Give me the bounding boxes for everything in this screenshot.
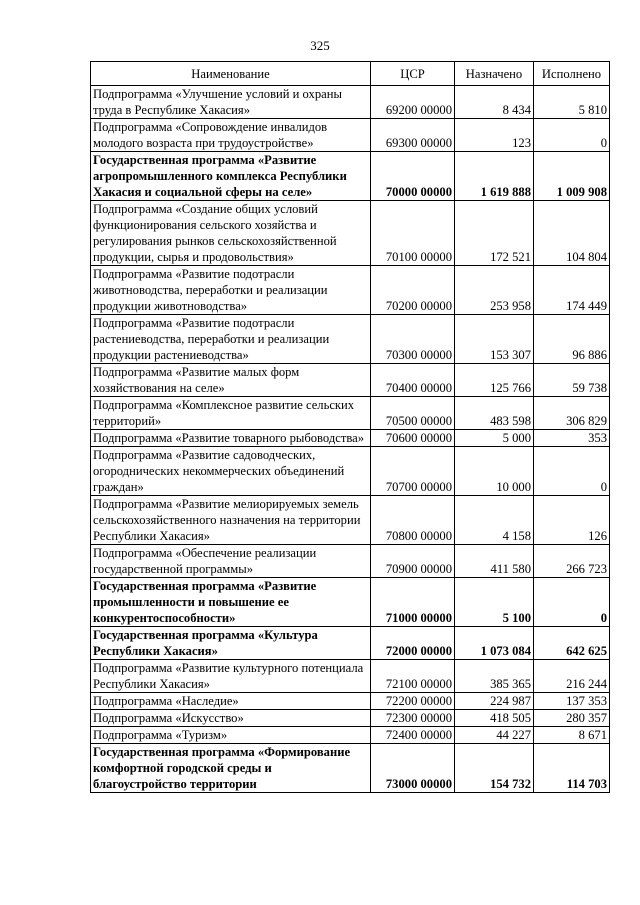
table-row [91, 447, 610, 496]
table-row [91, 693, 610, 710]
table-row [91, 119, 610, 152]
executed-amount-cell: 174 449 [534, 266, 610, 315]
table-row [91, 315, 610, 364]
program-name-cell: Государственная программа «Развитие промышленности и повышение ее конкурентоспособности» [91, 578, 371, 627]
csr-code-cell: 70400 00000 [371, 364, 455, 397]
assigned-amount-cell: 5 100 [455, 578, 534, 627]
csr-code-cell: 70000 00000 [371, 152, 455, 201]
program-name-cell: Подпрограмма «Наследие» [91, 693, 371, 710]
assigned-amount-cell: 385 365 [455, 660, 534, 693]
assigned-amount-cell: 8 434 [455, 86, 534, 119]
table-row [91, 430, 610, 447]
csr-code-cell: 70100 00000 [371, 201, 455, 266]
assigned-amount-cell: 172 521 [455, 201, 534, 266]
assigned-amount-cell: 10 000 [455, 447, 534, 496]
csr-code-cell: 72200 00000 [371, 693, 455, 710]
table-row [91, 627, 610, 660]
table-row [91, 727, 610, 744]
table-row [91, 266, 610, 315]
executed-amount-cell: 0 [534, 447, 610, 496]
program-name-cell: Государственная программа «Развитие агропромышленного комплекса Республики Хакасия и социальной сферы на селе» [91, 152, 371, 201]
header-assigned: Назначено [455, 62, 534, 86]
program-name-cell: Подпрограмма «Развитие культурного потенциала Республики Хакасия» [91, 660, 371, 693]
program-name-cell: Государственная программа «Формирование комфортной городской среды и благоустройство территории [91, 744, 371, 793]
table-row [91, 578, 610, 627]
table-row [91, 86, 610, 119]
assigned-amount-cell: 418 505 [455, 710, 534, 727]
program-name-cell: Подпрограмма «Развитие садоводческих, огороднических некоммерческих объединений граждан» [91, 447, 371, 496]
executed-amount-cell: 126 [534, 496, 610, 545]
csr-code-cell: 72400 00000 [371, 727, 455, 744]
table-header-row [91, 62, 610, 86]
budget-table [90, 61, 610, 793]
csr-code-cell: 71000 00000 [371, 578, 455, 627]
executed-amount-cell: 642 625 [534, 627, 610, 660]
csr-code-cell: 73000 00000 [371, 744, 455, 793]
program-name-cell: Подпрограмма «Улучшение условий и охраны труда в Республике Хакасия» [91, 86, 371, 119]
assigned-amount-cell: 483 598 [455, 397, 534, 430]
table-row [91, 496, 610, 545]
executed-amount-cell: 5 810 [534, 86, 610, 119]
executed-amount-cell: 0 [534, 119, 610, 152]
table-row [91, 364, 610, 397]
table-row [91, 660, 610, 693]
csr-code-cell: 69200 00000 [371, 86, 455, 119]
program-name-cell: Государственная программа «Культура Республики Хакасия» [91, 627, 371, 660]
assigned-amount-cell: 4 158 [455, 496, 534, 545]
program-name-cell: Подпрограмма «Создание общих условий функционирования сельского хозяйства и регулирования рынков сельскохозяйственной продукции, сырья и продовольствия» [91, 201, 371, 266]
program-name-cell: Подпрограмма «Развитие мелиорируемых земель сельскохозяйственного назначения на территории Республики Хакасия» [91, 496, 371, 545]
executed-amount-cell: 137 353 [534, 693, 610, 710]
executed-amount-cell: 96 886 [534, 315, 610, 364]
csr-code-cell: 70300 00000 [371, 315, 455, 364]
csr-code-cell: 70600 00000 [371, 430, 455, 447]
csr-code-cell: 72300 00000 [371, 710, 455, 727]
executed-amount-cell: 353 [534, 430, 610, 447]
executed-amount-cell: 216 244 [534, 660, 610, 693]
csr-code-cell: 70700 00000 [371, 447, 455, 496]
csr-code-cell: 69300 00000 [371, 119, 455, 152]
table-row [91, 744, 610, 793]
assigned-amount-cell: 44 227 [455, 727, 534, 744]
assigned-amount-cell: 153 307 [455, 315, 534, 364]
header-name: Наименование [91, 62, 371, 86]
executed-amount-cell: 104 804 [534, 201, 610, 266]
table-row [91, 397, 610, 430]
assigned-amount-cell: 1 073 084 [455, 627, 534, 660]
page-number: 325 [310, 38, 330, 53]
program-name-cell: Подпрограмма «Сопровождение инвалидов молодого возраста при трудоустройстве» [91, 119, 371, 152]
program-name-cell: Подпрограмма «Развитие подотрасли растениеводства, переработки и реализации продукции растениеводства» [91, 315, 371, 364]
header-executed: Исполнено [534, 62, 610, 86]
assigned-amount-cell: 224 987 [455, 693, 534, 710]
assigned-amount-cell: 411 580 [455, 545, 534, 578]
csr-code-cell: 72100 00000 [371, 660, 455, 693]
executed-amount-cell: 306 829 [534, 397, 610, 430]
executed-amount-cell: 59 738 [534, 364, 610, 397]
executed-amount-cell: 266 723 [534, 545, 610, 578]
assigned-amount-cell: 5 000 [455, 430, 534, 447]
assigned-amount-cell: 154 732 [455, 744, 534, 793]
csr-code-cell: 72000 00000 [371, 627, 455, 660]
program-name-cell: Подпрограмма «Развитие малых форм хозяйствования на селе» [91, 364, 371, 397]
assigned-amount-cell: 1 619 888 [455, 152, 534, 201]
assigned-amount-cell: 123 [455, 119, 534, 152]
program-name-cell: Подпрограмма «Развитие товарного рыбоводства» [91, 430, 371, 447]
executed-amount-cell: 280 357 [534, 710, 610, 727]
table-row [91, 152, 610, 201]
program-name-cell: Подпрограмма «Обеспечение реализации государственной программы» [91, 545, 371, 578]
csr-code-cell: 70800 00000 [371, 496, 455, 545]
table-row [91, 201, 610, 266]
program-name-cell: Подпрограмма «Туризм» [91, 727, 371, 744]
header-csr: ЦСР [371, 62, 455, 86]
assigned-amount-cell: 253 958 [455, 266, 534, 315]
csr-code-cell: 70900 00000 [371, 545, 455, 578]
assigned-amount-cell: 125 766 [455, 364, 534, 397]
table-row [91, 545, 610, 578]
program-name-cell: Подпрограмма «Комплексное развитие сельских территорий» [91, 397, 371, 430]
program-name-cell: Подпрограмма «Искусство» [91, 710, 371, 727]
executed-amount-cell: 8 671 [534, 727, 610, 744]
csr-code-cell: 70500 00000 [371, 397, 455, 430]
table-row [91, 710, 610, 727]
program-name-cell: Подпрограмма «Развитие подотрасли животноводства, переработки и реализации продукции животноводства» [91, 266, 371, 315]
csr-code-cell: 70200 00000 [371, 266, 455, 315]
executed-amount-cell: 1 009 908 [534, 152, 610, 201]
executed-amount-cell: 0 [534, 578, 610, 627]
executed-amount-cell: 114 703 [534, 744, 610, 793]
